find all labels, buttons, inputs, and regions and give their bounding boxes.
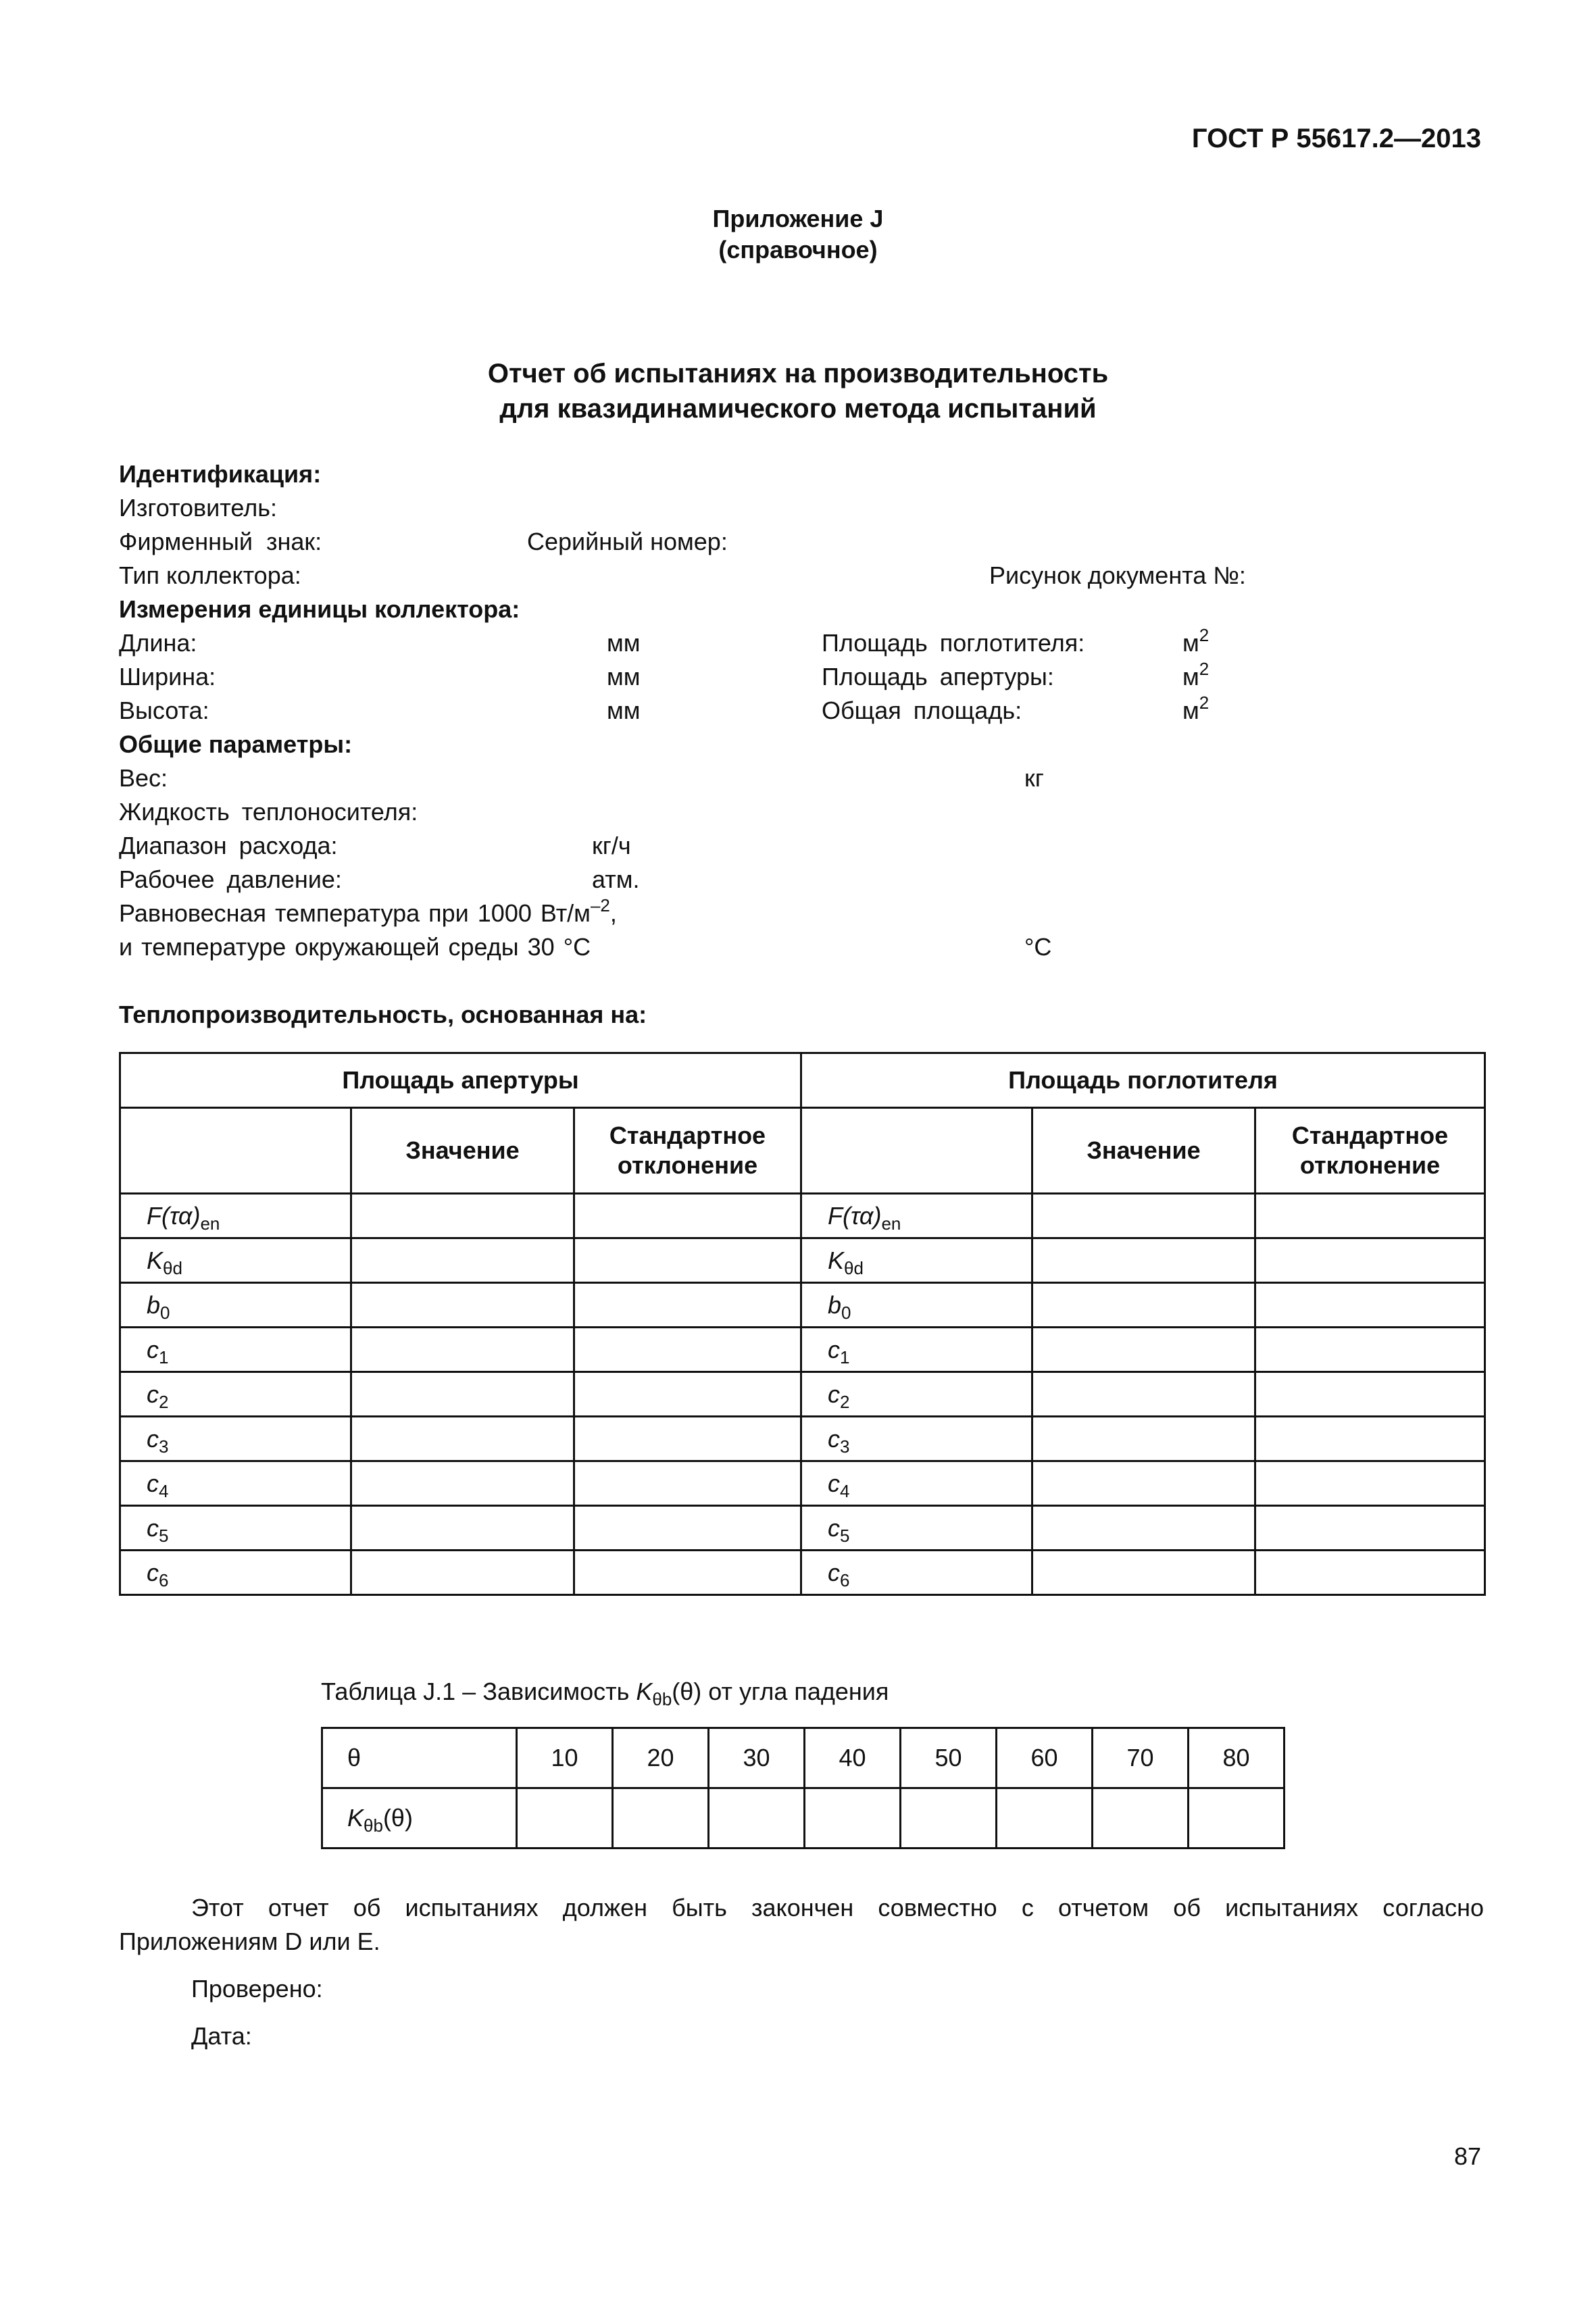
parameter-cell: $c_4$	[120, 1461, 351, 1506]
parameter-cell: $c_3$	[801, 1417, 1032, 1461]
aperture-area-label: Площадь апертуры:	[822, 663, 1054, 690]
completion-note-line2: Приложениям D или Е.	[119, 1928, 380, 1955]
angle-cell: 50	[901, 1728, 997, 1788]
table-row	[120, 1461, 1485, 1506]
std-cell	[574, 1194, 801, 1238]
trademark-label: Фирменный знак:	[119, 528, 322, 555]
value-cell	[1032, 1417, 1255, 1461]
k-value-cell	[709, 1788, 805, 1848]
manufacturer-label: Изготовитель:	[119, 494, 277, 522]
value-cell	[1032, 1238, 1255, 1283]
parameter-cell: $c_6$	[801, 1551, 1032, 1595]
angle-cell: 60	[997, 1728, 1093, 1788]
annex-title: Приложение J	[712, 205, 884, 232]
serial-label: Серийный номер:	[527, 528, 728, 555]
table-row	[120, 1506, 1485, 1551]
value-cell	[351, 1372, 574, 1417]
fluid-label: Жидкость теплоносителя:	[119, 798, 418, 826]
std-cell	[1255, 1238, 1485, 1283]
absorber-area-header: Площадь поглотителя	[801, 1053, 1485, 1108]
std-cell	[574, 1372, 801, 1417]
k-theta-label-cell: $K_{\theta b}(\theta)$	[322, 1788, 517, 1848]
value-cell	[351, 1283, 574, 1328]
k-value-cell	[517, 1788, 613, 1848]
k-value-cell	[1189, 1788, 1285, 1848]
parameter-cell: $c_2$	[801, 1372, 1032, 1417]
report-title-line2: для квазидинамического метода испытаний	[499, 394, 1097, 424]
stagnation-line2: и температуре окружающей среды 30 °С	[119, 933, 591, 961]
angle-cell: 80	[1189, 1728, 1285, 1788]
pressure-unit: атм.	[592, 865, 640, 893]
value-cell	[1032, 1551, 1255, 1595]
length-unit: мм	[607, 629, 641, 657]
parameter-cell: $K_{\theta d}$	[120, 1238, 351, 1283]
k-value-cell	[901, 1788, 997, 1848]
value-column-header: Значение	[1032, 1108, 1255, 1194]
value-cell	[351, 1551, 574, 1595]
performance-heading: Теплопроизводительность, основанная на:	[119, 1001, 647, 1028]
angle-cell: 70	[1093, 1728, 1189, 1788]
standard-number: ГОСТ Р 55617.2—2013	[1191, 124, 1481, 153]
value-cell	[1032, 1461, 1255, 1506]
angle-cell: 30	[709, 1728, 805, 1788]
std-cell	[1255, 1461, 1485, 1506]
value-cell	[1032, 1328, 1255, 1372]
width-unit: мм	[607, 663, 641, 690]
value-cell	[351, 1238, 574, 1283]
performance-table	[119, 1052, 1486, 1596]
parameter-cell: $F(\tau\alpha)_{en}$	[120, 1194, 351, 1238]
std-cell	[1255, 1328, 1485, 1372]
height-unit: мм	[607, 697, 641, 724]
param-header-cell	[120, 1108, 351, 1194]
parameter-cell: $c_3$	[120, 1417, 351, 1461]
table-row	[120, 1328, 1485, 1372]
weight-unit: кг	[1024, 764, 1044, 792]
value-cell	[1032, 1283, 1255, 1328]
completion-note-line1: Этот отчет об испытаниях должен быть закончен совместно с отчетом об испытаниях согласно	[191, 1894, 1484, 1921]
parameter-cell: $c_2$	[120, 1372, 351, 1417]
std-cell	[574, 1551, 801, 1595]
checked-label: Проверено:	[191, 1975, 323, 2003]
general-heading: Общие параметры:	[119, 730, 353, 758]
std-cell	[574, 1283, 801, 1328]
value-cell	[351, 1506, 574, 1551]
drawing-label: Рисунок документа №:	[989, 561, 1246, 589]
std-deviation-column-header: Стандартное отклонение	[1255, 1108, 1485, 1194]
length-label: Длина:	[119, 629, 197, 657]
flow-range-label: Диапазон расхода:	[119, 832, 338, 859]
table-row	[120, 1238, 1485, 1283]
std-cell	[574, 1328, 801, 1372]
aperture-area-header: Площадь апертуры	[120, 1053, 801, 1108]
flow-range-unit: кг/ч	[592, 832, 631, 859]
parameter-cell: $c_1$	[120, 1328, 351, 1372]
table-row	[322, 1728, 1285, 1788]
parameter-cell: $c_5$	[801, 1506, 1032, 1551]
total-area-label: Общая площадь:	[822, 697, 1022, 724]
aperture-area-unit: $м^2$	[1182, 659, 1210, 690]
total-area-unit: $м^2$	[1182, 693, 1210, 724]
value-cell	[1032, 1506, 1255, 1551]
parameter-cell: $b_0$	[801, 1283, 1032, 1328]
report-title-line1: Отчет об испытаниях на производительность	[487, 359, 1109, 388]
width-label: Ширина:	[119, 663, 216, 690]
parameter-cell: $c_4$	[801, 1461, 1032, 1506]
pressure-label: Рабочее давление:	[119, 865, 342, 893]
stagnation-line1: Равновесная температура при 1000 $Вт/м^{-2}$,	[119, 895, 617, 927]
theta-label-cell: θ	[322, 1728, 517, 1788]
angle-cell: 40	[805, 1728, 901, 1788]
std-deviation-column-header: Стандартное отклонение	[574, 1108, 801, 1194]
angle-cell: 20	[613, 1728, 709, 1788]
value-cell	[351, 1194, 574, 1238]
parameter-cell: $F(\tau\alpha)_{en}$	[801, 1194, 1032, 1238]
absorber-area-unit: $м^2$	[1182, 625, 1210, 657]
date-label: Дата:	[191, 2022, 252, 2050]
std-cell	[1255, 1372, 1485, 1417]
std-cell	[574, 1417, 801, 1461]
angle-cell: 10	[517, 1728, 613, 1788]
table-row	[120, 1372, 1485, 1417]
parameter-cell: $c_6$	[120, 1551, 351, 1595]
std-cell	[574, 1461, 801, 1506]
height-label: Высота:	[119, 697, 209, 724]
table-j1-caption: Таблица J.1 – Зависимость $K_{\theta b}(\theta)$ от угла падения	[321, 1678, 889, 1710]
value-cell	[1032, 1372, 1255, 1417]
absorber-area-label: Площадь поглотителя:	[822, 629, 1085, 657]
incidence-angle-table	[321, 1727, 1285, 1849]
table-row	[120, 1551, 1485, 1595]
page-number: 87	[1453, 2142, 1481, 2170]
std-cell	[1255, 1194, 1485, 1238]
parameter-cell: $c_1$	[801, 1328, 1032, 1372]
k-value-cell	[997, 1788, 1093, 1848]
std-cell	[1255, 1506, 1485, 1551]
parameter-cell: $c_5$	[120, 1506, 351, 1551]
table-row	[120, 1194, 1485, 1238]
dimensions-heading: Измерения единицы коллектора:	[119, 595, 520, 623]
table-row	[120, 1417, 1485, 1461]
std-cell	[574, 1506, 801, 1551]
table-row	[120, 1283, 1485, 1328]
value-cell	[1032, 1194, 1255, 1238]
k-value-cell	[805, 1788, 901, 1848]
parameter-cell: $b_0$	[120, 1283, 351, 1328]
std-cell	[1255, 1551, 1485, 1595]
weight-label: Вес:	[119, 764, 168, 792]
std-cell	[574, 1238, 801, 1283]
parameter-cell: $K_{\theta d}$	[801, 1238, 1032, 1283]
stagnation-unit: °С	[1024, 933, 1052, 961]
std-cell	[1255, 1283, 1485, 1328]
param-header-cell	[801, 1108, 1032, 1194]
std-cell	[1255, 1417, 1485, 1461]
k-value-cell	[613, 1788, 709, 1848]
k-value-cell	[1093, 1788, 1189, 1848]
value-cell	[351, 1461, 574, 1506]
identification-heading: Идентификация:	[119, 460, 322, 488]
collector-type-label: Тип коллектора:	[119, 561, 301, 589]
value-cell	[351, 1328, 574, 1372]
annex-subtitle: (справочное)	[718, 236, 878, 263]
value-column-header: Значение	[351, 1108, 574, 1194]
table-row	[322, 1788, 1285, 1848]
value-cell	[351, 1417, 574, 1461]
